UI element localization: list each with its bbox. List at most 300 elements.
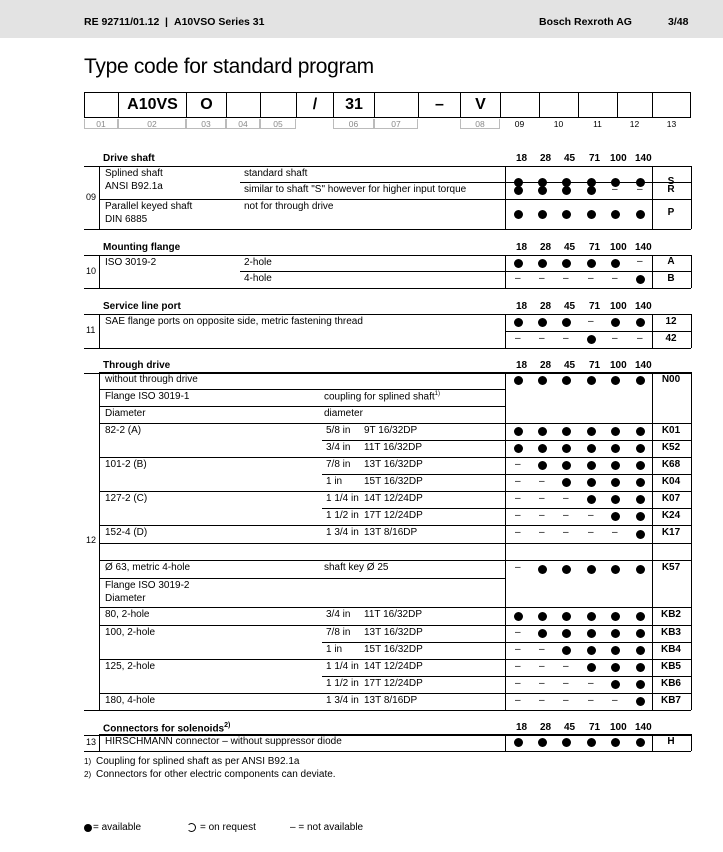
- vline: [691, 166, 692, 229]
- row-label: without through drive: [105, 374, 198, 385]
- order-code: KB5: [660, 660, 681, 672]
- size-label: 28: [540, 153, 552, 164]
- not-available-dash: –: [588, 677, 594, 689]
- available-dot-icon: [562, 186, 571, 195]
- section-bottom-rule: [84, 229, 691, 230]
- available-dot-icon: [538, 612, 547, 621]
- available-dot-icon: [587, 210, 596, 219]
- vline: [99, 314, 100, 348]
- shaft-inch: 1 3/4 in: [326, 527, 359, 538]
- row-detail: standard shaft: [244, 168, 308, 179]
- available-dot-icon: [514, 259, 523, 268]
- position-number: 03: [186, 119, 226, 129]
- row-rule: [322, 508, 505, 509]
- available-dot-icon: [587, 335, 596, 344]
- row-rule: [240, 271, 505, 272]
- shaft-inch: 5/8 in: [326, 425, 351, 436]
- series-name: A10VSO Series 31: [174, 16, 265, 28]
- size-label: 100: [610, 242, 627, 253]
- not-available-dash: –: [563, 677, 569, 689]
- not-available-dash: –: [539, 272, 545, 284]
- size-label: 28: [540, 301, 552, 312]
- size-label: 140: [635, 360, 652, 371]
- not-available-dash: –: [637, 256, 643, 267]
- code-cell: O: [186, 92, 226, 118]
- available-dot-icon: [514, 376, 523, 385]
- available-dot-icon: [514, 738, 523, 747]
- row-label: 101-2 (B): [105, 459, 147, 470]
- available-dot-icon: [636, 738, 645, 747]
- row-rule: [99, 255, 691, 256]
- not-available-dash: –: [612, 527, 618, 538]
- not-available-dash: –: [515, 458, 521, 470]
- spline-spec: 13T 8/16DP: [364, 695, 418, 706]
- row-rule: [99, 314, 691, 315]
- row-label: Flange ISO 3019-2: [105, 580, 190, 591]
- available-dot-icon: [514, 612, 523, 621]
- row-rule: [505, 525, 691, 526]
- row-rule: [99, 457, 505, 458]
- spline-spec: 11T 16/32DP: [364, 442, 423, 453]
- not-available-dash: –: [539, 475, 545, 487]
- available-dot-icon: [587, 663, 596, 672]
- section-title: Mounting flange: [103, 242, 181, 253]
- not-available-dash: –: [612, 183, 618, 195]
- available-dot-icon: [514, 318, 523, 327]
- available-dot-icon: [538, 444, 547, 453]
- position-number: 02: [118, 119, 186, 129]
- row-rule: [99, 578, 505, 579]
- available-dot-icon: [538, 427, 547, 436]
- available-dot-icon: [514, 186, 523, 195]
- row-rule: [505, 491, 691, 492]
- not-available-dash: –: [515, 694, 521, 706]
- available-dot-icon: [611, 629, 620, 638]
- order-code: KB2: [660, 609, 681, 620]
- available-dot-icon: [538, 318, 547, 327]
- not-available-dash: –: [515, 562, 521, 573]
- row-rule: [505, 508, 691, 509]
- available-dot-icon: [84, 824, 92, 832]
- row-rule: [99, 693, 505, 694]
- page-header: [0, 0, 723, 38]
- not-available-dash: –: [539, 332, 545, 344]
- vline: [99, 734, 100, 751]
- spline-spec: 13T 16/32DP: [364, 459, 423, 470]
- row-rule: [99, 372, 691, 373]
- position-number: 01: [84, 119, 118, 129]
- position-number: 11: [593, 119, 602, 129]
- row-label: Flange ISO 3019-1: [105, 391, 190, 402]
- size-label: 100: [610, 722, 627, 733]
- row-rule: [99, 166, 691, 167]
- available-dot-icon: [636, 495, 645, 504]
- available-dot-icon: [538, 210, 547, 219]
- position-number: 05: [260, 119, 296, 129]
- row-rule: [99, 389, 505, 390]
- row-rule: [99, 423, 505, 424]
- row-detail: 2-hole: [244, 257, 272, 268]
- size-label: 71: [589, 153, 601, 164]
- row-rule: [505, 607, 691, 608]
- row-rule: [322, 676, 505, 677]
- available-dot-icon: [636, 697, 645, 706]
- shaft-inch: 1 1/2 in: [326, 510, 359, 521]
- not-available-dash: –: [588, 694, 594, 706]
- available-dot-icon: [636, 680, 645, 689]
- position-number: 12: [629, 119, 640, 129]
- shaft-inch: 3/4 in: [326, 609, 351, 620]
- available-dot-icon: [611, 376, 620, 385]
- shaft-inch: 1 1/4 in: [326, 493, 359, 504]
- code-cell: [617, 92, 652, 118]
- section-number: 13: [86, 736, 97, 747]
- available-dot-icon: [587, 565, 596, 574]
- not-available-dash: –: [563, 492, 569, 504]
- row-rule: [505, 440, 691, 441]
- row-detail: not for through drive: [244, 201, 334, 212]
- order-code: K04: [661, 475, 681, 487]
- available-dot-icon: [636, 646, 645, 655]
- available-dot-icon: [514, 444, 523, 453]
- spline-spec: 13T 16/32DP: [364, 627, 423, 638]
- available-dot-icon: [538, 461, 547, 470]
- row-label: 100, 2-hole: [105, 627, 156, 638]
- not-available-dash: –: [563, 660, 569, 672]
- size-label: 100: [610, 301, 627, 312]
- position-number: 09: [514, 119, 525, 129]
- row-rule: [99, 406, 505, 407]
- not-available-dash: –: [539, 643, 545, 655]
- section-bottom-rule: [84, 710, 691, 711]
- size-label: 71: [589, 301, 601, 312]
- available-dot-icon: [562, 318, 571, 327]
- section-number: 12: [86, 535, 97, 545]
- row-label: 152-4 (D): [105, 527, 148, 538]
- row-rule: [505, 642, 691, 643]
- size-label: 28: [540, 360, 552, 371]
- available-dot-icon: [587, 427, 596, 436]
- available-dot-icon: [636, 478, 645, 487]
- code-cell: –: [418, 92, 460, 118]
- order-code: K01: [661, 424, 681, 436]
- spline-spec: 15T 16/32DP: [364, 644, 423, 655]
- not-available-dash: –: [588, 509, 594, 521]
- available-dot-icon: [636, 376, 645, 385]
- shaft-inch: 1 3/4 in: [326, 695, 359, 706]
- row-label: Splined shaft: [105, 168, 163, 179]
- available-dot-icon: [538, 376, 547, 385]
- row-label: 80, 2-hole: [105, 609, 150, 620]
- size-label: 45: [564, 242, 576, 253]
- code-cell: V: [460, 92, 500, 118]
- available-dot-icon: [611, 663, 620, 672]
- code-cell: 31: [333, 92, 374, 118]
- position-number: 10: [553, 119, 564, 129]
- not-available-dash: –: [539, 677, 545, 689]
- row-rule: [99, 491, 505, 492]
- not-available-dash: –: [563, 509, 569, 521]
- size-label: 71: [589, 722, 601, 733]
- row-detail: coupling for splined shaft$^{1)}$: [324, 391, 440, 403]
- not-available-dash: –: [515, 626, 521, 638]
- order-code: 12: [665, 315, 677, 327]
- spline-spec: 14T 12/24DP: [364, 661, 423, 672]
- row-rule: [99, 734, 691, 735]
- available-dot-icon: [611, 461, 620, 470]
- shaft-inch: 1 1/2 in: [326, 678, 359, 689]
- order-code: KB3: [660, 626, 681, 638]
- order-code: KB7: [660, 694, 681, 706]
- order-code: K52: [661, 441, 681, 453]
- available-dot-icon: [587, 495, 596, 504]
- available-dot-icon: [611, 495, 620, 504]
- available-dot-icon: [562, 376, 571, 385]
- doc-reference: RE 92711/01.12: [84, 16, 160, 28]
- section-number: 11: [86, 325, 96, 335]
- order-code: KB6: [660, 677, 681, 689]
- size-label: 18: [516, 301, 528, 312]
- available-dot-icon: [611, 612, 620, 621]
- row-rule: [505, 625, 691, 626]
- not-available-dash: –: [588, 527, 594, 538]
- position-number: 04: [226, 119, 260, 129]
- footnote-mark: 1): [434, 391, 440, 397]
- available-dot-icon: [636, 461, 645, 470]
- shaft-inch: 1 in: [326, 476, 343, 487]
- position-number: 07: [374, 119, 418, 129]
- available-dot-icon: [587, 646, 596, 655]
- vline: [691, 255, 692, 288]
- size-label: 140: [635, 242, 652, 253]
- row-rule: [322, 440, 505, 441]
- footnote-text: Coupling for splined shaft as per ANSI B92.1a: [96, 756, 300, 767]
- not-available-dash: –: [539, 694, 545, 706]
- code-cell: [226, 92, 260, 118]
- available-dot-icon: [611, 565, 620, 574]
- available-dot-icon: [562, 444, 571, 453]
- available-dot-icon: [611, 738, 620, 747]
- not-available-dash: –: [563, 272, 569, 284]
- row-rule: [505, 474, 691, 475]
- position-number: 08: [460, 119, 500, 129]
- row-detail: diameter: [324, 408, 363, 419]
- row-rule: [99, 607, 505, 608]
- available-dot-icon: [587, 376, 596, 385]
- code-cell: [260, 92, 296, 118]
- not-available-dash: –: [515, 272, 521, 284]
- size-label: 71: [589, 360, 601, 371]
- row-rule: [99, 543, 691, 544]
- row-rule: [99, 525, 505, 526]
- row-rule: [505, 693, 691, 694]
- vline: [691, 314, 692, 348]
- order-code: KB4: [660, 643, 681, 655]
- size-label: 28: [540, 722, 552, 733]
- available-dot-icon: [611, 478, 620, 487]
- spline-spec: 14T 12/24DP: [364, 493, 423, 504]
- order-code: A: [667, 256, 675, 267]
- available-dot-icon: [538, 259, 547, 268]
- available-dot-icon: [636, 629, 645, 638]
- section-number: 10: [86, 265, 97, 276]
- available-dot-icon: [587, 444, 596, 453]
- size-label: 45: [564, 301, 576, 312]
- shaft-inch: 1 1/4 in: [326, 661, 359, 672]
- not-available-dash: –: [588, 272, 594, 284]
- not-available-dash: –: [563, 332, 569, 344]
- available-dot-icon: [611, 680, 620, 689]
- order-code: S: [667, 175, 675, 187]
- not-available-dash: –: [539, 492, 545, 504]
- not-available-dash: –: [515, 475, 521, 487]
- size-label: 45: [564, 722, 576, 733]
- not-available-dash: –: [539, 509, 545, 521]
- section-title: Service line port: [103, 301, 181, 312]
- code-cell: /: [296, 92, 333, 118]
- order-code: H: [667, 735, 675, 747]
- available-dot-icon: [636, 512, 645, 521]
- vline: [99, 166, 100, 229]
- not-available-dash: –: [515, 509, 521, 521]
- not-available-dash: –: [515, 643, 521, 655]
- row-label: 180, 4-hole: [105, 695, 156, 706]
- row-rule: [99, 659, 505, 660]
- not-available-dash: –: [515, 527, 521, 538]
- available-dot-icon: [611, 444, 620, 453]
- section-title: Connectors for solenoids$^{2)}$: [103, 722, 231, 735]
- position-number: 06: [333, 119, 374, 129]
- section-bottom-rule: [84, 288, 691, 289]
- not-available-dash: –: [637, 332, 643, 344]
- available-dot-icon: [636, 565, 645, 574]
- available-dot-icon: [636, 275, 645, 284]
- code-cell: [500, 92, 539, 118]
- available-dot-icon: [636, 530, 645, 539]
- order-code: R: [667, 183, 675, 195]
- available-dot-icon: [562, 427, 571, 436]
- size-label: 140: [635, 153, 652, 164]
- code-cell: [652, 92, 691, 118]
- spline-spec: 17T 12/24DP: [364, 510, 423, 521]
- not-available-dash: –: [588, 315, 594, 327]
- position-number: 13: [666, 119, 677, 129]
- row-label: ISO 3019-2: [105, 257, 157, 268]
- row-label: 82-2 (A): [105, 425, 142, 436]
- row-rule: [505, 271, 691, 272]
- not-available-dash: –: [539, 527, 545, 538]
- row-label: Ø 63, metric 4-hole: [105, 562, 191, 573]
- row-rule: [99, 560, 691, 561]
- order-code: P: [667, 207, 675, 218]
- code-cell: A10VS: [118, 92, 186, 118]
- vline: [505, 166, 506, 229]
- available-dot-icon: [562, 646, 571, 655]
- shaft-inch: 3/4 in: [326, 442, 351, 453]
- row-label: Parallel keyed shaft: [105, 201, 193, 212]
- available-dot-icon: [611, 259, 620, 268]
- row-rule: [99, 625, 505, 626]
- footnote-mark: 2): [84, 770, 92, 779]
- spline-spec: 9T 16/32DP: [364, 425, 418, 436]
- row-detail: shaft key Ø 25: [324, 562, 389, 573]
- shaft-inch: 7/8 in: [326, 459, 351, 470]
- code-cell: [539, 92, 578, 118]
- not-available-dash: –: [515, 677, 521, 689]
- legend-available: = available: [93, 822, 142, 833]
- not-available-dash: –: [612, 694, 618, 706]
- available-dot-icon: [611, 646, 620, 655]
- available-dot-icon: [587, 612, 596, 621]
- available-dot-icon: [636, 427, 645, 436]
- section-number: 09: [86, 191, 97, 202]
- row-rule: [505, 676, 691, 677]
- available-dot-icon: [611, 427, 620, 436]
- row-label: 125, 2-hole: [105, 661, 156, 672]
- row-detail: 4-hole: [244, 273, 272, 284]
- row-label-2: DIN 6885: [105, 214, 148, 225]
- available-dot-icon: [587, 186, 596, 195]
- row-label: SAE flange ports on opposite side, metric fastening thread: [105, 316, 363, 327]
- available-dot-icon: [514, 210, 523, 219]
- vline: [505, 734, 506, 751]
- row-rule: [505, 423, 691, 424]
- row-rule: [99, 199, 505, 200]
- not-available-dash: –: [515, 332, 521, 344]
- not-available-dash: –: [563, 694, 569, 706]
- row-rule: [505, 182, 691, 183]
- available-dot-icon: [611, 318, 620, 327]
- available-dot-icon: [587, 738, 596, 747]
- footnote-mark: 1): [84, 757, 92, 766]
- row-label: HIRSCHMANN connector – without suppressor diode: [105, 736, 342, 747]
- spline-spec: 15T 16/32DP: [364, 476, 423, 487]
- row-label-2: Diameter: [105, 593, 146, 604]
- available-dot-icon: [514, 427, 523, 436]
- available-dot-icon: [562, 738, 571, 747]
- order-code: K57: [661, 562, 681, 573]
- row-label: 127-2 (C): [105, 493, 148, 504]
- page-number: 3/48: [668, 16, 689, 28]
- available-dot-icon: [538, 565, 547, 574]
- available-dot-icon: [587, 629, 596, 638]
- available-dot-icon: [562, 210, 571, 219]
- order-code: K17: [661, 527, 681, 538]
- order-code: B: [667, 272, 675, 284]
- code-cell: [84, 92, 118, 118]
- size-label: 18: [516, 722, 528, 733]
- row-rule: [322, 642, 505, 643]
- size-label: 71: [589, 242, 601, 253]
- vline: [691, 372, 692, 710]
- spline-spec: 11T 16/32DP: [364, 609, 423, 620]
- not-available-dash: –: [637, 183, 643, 195]
- size-label: 45: [564, 153, 576, 164]
- available-dot-icon: [538, 186, 547, 195]
- section-title: Drive shaft: [103, 153, 155, 164]
- on-request-circle-icon: [187, 823, 196, 832]
- legend-not-available: – = not available: [290, 822, 364, 833]
- size-label: 140: [635, 722, 652, 733]
- section-bottom-rule: [84, 348, 691, 349]
- not-available-dash: –: [612, 332, 618, 344]
- order-code: N00: [661, 373, 681, 385]
- footnote-text: Connectors for other electric components can deviate.: [96, 769, 336, 780]
- order-code: K68: [661, 458, 681, 470]
- not-available-dash: –: [612, 272, 618, 284]
- available-dot-icon: [636, 663, 645, 672]
- available-dot-icon: [636, 318, 645, 327]
